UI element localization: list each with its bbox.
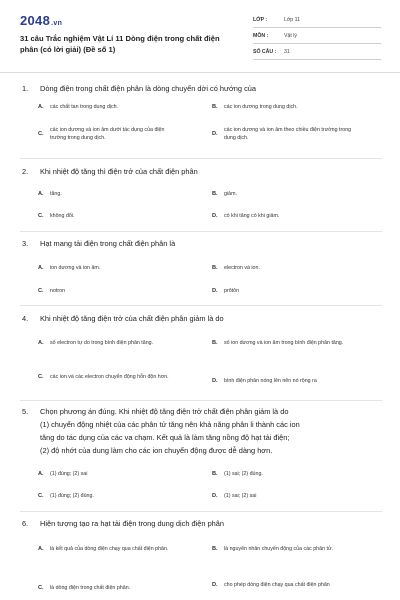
option-text: ion dương và ion âm.: [50, 265, 101, 271]
option-text: các ion dương và ion âm dưới tác dụng của điện trường trong dung dịch.: [50, 127, 165, 142]
option-letter: C.: [38, 493, 44, 499]
page-header: [0, 0, 400, 72]
option-2d[interactable]: [212, 212, 352, 220]
option-3a[interactable]: [38, 264, 178, 272]
option-4c[interactable]: [38, 373, 178, 381]
option-letter: C.: [38, 213, 44, 219]
option-letter: A.: [38, 265, 44, 271]
option-text: không đổi.: [50, 213, 75, 219]
question-text-line: (1) chuyển động nhiệt của các phân tử tăng nên khả năng phân li thành các ion: [40, 420, 300, 429]
option-letter: B.: [212, 546, 218, 552]
option-2b[interactable]: [212, 190, 352, 198]
option-letter: A.: [38, 191, 44, 197]
option-text: (1) đúng; (2) đúng.: [50, 493, 94, 499]
site-logo[interactable]: [20, 13, 62, 28]
meta-subject-row: [253, 28, 381, 44]
option-text: là dòng điện trong chất điện phân.: [50, 585, 131, 591]
question-number: 2.: [22, 167, 29, 176]
option-text: giảm.: [224, 191, 237, 197]
question-6: [20, 517, 382, 530]
option-letter: D.: [212, 131, 218, 138]
meta-count-value: 31: [284, 48, 290, 55]
option-1a[interactable]: [38, 103, 178, 111]
option-text: (1) sai; (2) sai: [224, 493, 257, 499]
option-letter: C.: [38, 374, 44, 380]
question-3: [20, 237, 382, 250]
option-text: số electron tự do trong bình điện phân tăng.: [50, 340, 154, 346]
option-letter: C.: [38, 131, 44, 138]
meta-class-label: LỚP :: [253, 16, 268, 23]
option-text: notron: [50, 288, 66, 294]
question-text: Chọn phương án đúng. Khi nhiệt độ tăng điện trở chất điện phân giảm là do: [40, 407, 289, 416]
option-text: electron và ion.: [224, 265, 260, 271]
meta-subject-value: Vật lý: [284, 32, 297, 39]
option-5d[interactable]: [212, 492, 352, 500]
option-letter: C.: [38, 585, 44, 591]
question-number: 5.: [22, 407, 29, 416]
logo-suffix: .vn: [51, 20, 63, 27]
meta-panel: [253, 12, 381, 60]
option-6b[interactable]: [212, 545, 352, 553]
question-number: 6.: [22, 519, 29, 528]
option-1c[interactable]: [38, 126, 178, 142]
option-text: có khi tăng có khi giảm.: [224, 213, 280, 219]
option-letter: B.: [212, 340, 218, 346]
option-6a[interactable]: [38, 545, 178, 553]
question-text-line: tăng do tác dụng của các va chạm. Kết quả là làm tăng nồng độ hạt tải điện;: [40, 433, 290, 442]
option-letter: D.: [212, 288, 218, 294]
option-text: bình điện phân nóng lên nên nó rộng ra: [224, 378, 317, 384]
option-1b[interactable]: [212, 103, 352, 111]
option-5b[interactable]: [212, 470, 352, 478]
option-6c[interactable]: [38, 584, 178, 592]
option-2a[interactable]: [38, 190, 178, 198]
option-text: (1) đúng; (2) sai: [50, 471, 88, 477]
option-letter: C.: [38, 288, 44, 294]
option-3c[interactable]: [38, 287, 178, 295]
option-letter: B.: [212, 104, 218, 110]
option-letter: D.: [212, 213, 218, 219]
option-text: các chất tan trong dung dịch.: [50, 104, 119, 110]
option-2c[interactable]: [38, 212, 178, 220]
option-letter: A.: [38, 471, 44, 477]
option-letter: A.: [38, 104, 44, 110]
option-4a[interactable]: [38, 339, 178, 347]
question-divider: [20, 511, 382, 512]
question-1: [20, 82, 382, 95]
option-letter: A.: [38, 340, 44, 346]
option-4b[interactable]: [212, 339, 352, 347]
option-text: các ion dương trong dung dịch.: [224, 104, 298, 110]
option-5a[interactable]: [38, 470, 178, 478]
option-letter: B.: [212, 471, 218, 477]
question-number: 1.: [22, 84, 29, 93]
question-divider: [20, 158, 382, 159]
question-5: [20, 405, 382, 457]
option-text: (1) sai; (2) đúng.: [224, 471, 263, 477]
option-text: là nguyên nhân chuyển động của các phân tử.: [224, 546, 333, 552]
question-text: Khi nhiệt độ tăng điện trở của chất điện phân giảm là do: [40, 314, 224, 323]
question-number: 3.: [22, 239, 29, 248]
question-text: Dòng điện trong chất điện phân là dòng chuyển dời có hướng của: [40, 84, 256, 93]
question-text: Hạt mang tải điện trong chất điện phân là: [40, 239, 176, 248]
question-text: Khi nhiệt độ tăng thì điện trở của chất điện phân: [40, 167, 198, 176]
option-text: số ion dương và ion âm trong bình điện phân tăng.: [224, 340, 344, 346]
question-divider: [20, 231, 382, 232]
option-text: prôtôn: [224, 288, 240, 294]
question-number: 4.: [22, 314, 29, 323]
page-title: 31 câu Trắc nghiệm Vật Lí 11 Dòng điện trong chất điện phân (có lời giải) (Đề số 1): [20, 34, 220, 54]
option-text: các ion và các electron chuyển động hỗn độn hơn.: [50, 374, 169, 380]
option-letter: D.: [212, 378, 218, 384]
logo-text: 2048: [20, 13, 51, 28]
header-divider: [0, 72, 400, 73]
question-4: [20, 312, 382, 325]
option-text: là kết quả của dòng điện chạy qua chất điện phân.: [50, 546, 169, 552]
option-letter: A.: [38, 546, 44, 552]
meta-class-value: Lớp 11: [284, 16, 300, 23]
meta-subject-label: MÔN :: [253, 32, 269, 39]
option-3d[interactable]: [212, 287, 352, 295]
option-6d[interactable]: [212, 581, 352, 589]
option-5c[interactable]: [38, 492, 178, 500]
option-letter: D.: [212, 493, 218, 499]
question-text: Hiện tượng tạo ra hạt tải điện trong dung dịch điện phân: [40, 519, 225, 528]
option-letter: D.: [212, 582, 218, 588]
option-3b[interactable]: [212, 264, 352, 272]
option-1d[interactable]: [212, 126, 352, 142]
option-4d[interactable]: [212, 377, 384, 385]
meta-class-row: [253, 12, 381, 28]
option-text: cho phép dòng điện chạy qua chất điện phân: [224, 582, 330, 588]
option-letter: B.: [212, 265, 218, 271]
meta-count-label: SỐ CÂU :: [253, 48, 277, 55]
question-divider: [20, 305, 382, 306]
question-divider: [20, 400, 382, 401]
option-letter: B.: [212, 191, 218, 197]
question-2: [20, 165, 382, 178]
meta-count-row: [253, 44, 381, 60]
question-text-line: (2) độ nhớt của dung làm cho các ion chuyển động được dễ dàng hơn.: [40, 446, 273, 455]
option-text: tăng.: [50, 191, 62, 197]
option-text: các ion dương và ion âm theo chiều điện trường trong dung dịch.: [224, 127, 352, 142]
